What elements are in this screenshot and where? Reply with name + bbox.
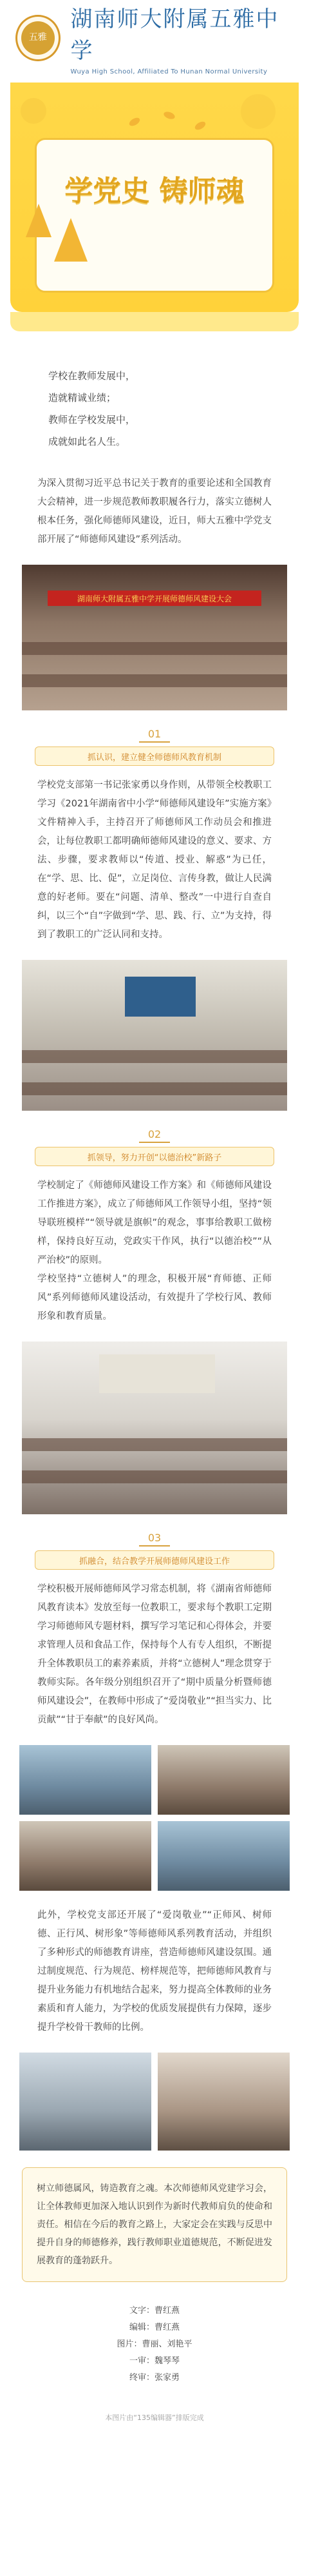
grid-photo [158,1821,290,1891]
table [22,674,287,687]
meeting-banner-text: 湖南师大附属五雅中学开展师德师风建设大会 [48,590,261,606]
projector-screen [125,977,196,1017]
section-paragraph: 学校积极开展师德师风学习常态机制，将《湖南省师德师风教育读本》发放至每一位教职工，要求每个教职工定期学习师德师风专题材料，撰写学习笔记和心得体会，并要求管理人员和食品工作，保持每个人有专人组织，不断提升全体教职员工的素养素质，并将“立德树人”理念贯穿于教师实际。各年级分别组织召开了“期中质量分析暨师德师风建设会”，在教师中形成了“爱岗敬业”“担当实力、比贡献”“甘于奉献”的良好风尚。 [37,1584,272,1725]
poem-line: 教师在学校发展中， [48,414,136,425]
tree-icon [26,204,52,237]
section-number: 03 [139,1531,170,1547]
section-paragraph: 学校党支部第一书记张家勇以身作则，从带领全校教职工学习《2021年湖南省中小学“师德师风建设年”实施方案》文件精神入手，主持召开了师德师风工作动员会和推进会，让每位教职工都明确师德师风建设的意义、要求、方法、步骤，要求教师以“传道、授业、解惑”为已任，在“学、思、比、促”，立足岗位、言传身教，做让人民满意的好老师。要在“问题、清单、整改”一中进行自查自纠，以三个“自”字做到“学、思、践、行、立”为支持，得到了教职工的广泛认同和支持。 [37,780,272,940]
grid-photo [19,1745,151,1815]
school-name-cn: 湖南师大附属五雅中学 [70,6,279,64]
intro-poem [48,365,261,453]
poem-line: 造就精诚业绩； [48,392,117,404]
section-title: 抓融合，结合教学开展师德师风建设工作 [35,1550,274,1570]
desk-row [22,1082,287,1095]
section-paragraph: 学校制定了《师德师风建设工作方案》和《师德师风建设工作推进方案》，成立了师德师风工作领导小组，坚持“领导联班模样”“领导就是旗帜”的观念，事事给教职工做榜样，保持良好互动，党政实干作风，执行“以德治校”“从严治校”的原则。 学校坚持“立德树人”的理念，积极开展“育师德、正师风”系列师德师风建设活动，有效提升了学校行风、教师形象和教育质量。 [37,1180,272,1322]
meeting-room-photo [22,1342,287,1514]
section-paragraph-2: 此外，学校党支部还开展了“爱岗敬业”“正师风、树师德、正行风、树形象”等师德师风系列教育活动，并组织了多种形式的师德教育讲座，营造师德师风建设氛围。通过制度规范、行为规范、榜样规范等，把师德师风教育与提升业务能力有机地结合起来，努力提高全体教师的业务素质和育人能力，为学校的优质发展提供有力保障，逐步提升学校骨干教师的比例。 [37,1910,272,2033]
footer-note: 本图片由“135编辑器”排版完成 [105,2414,204,2422]
grid-photo [158,1745,290,1815]
title-banner [10,83,299,312]
section-title: 抓认识，建立健全师德师风教育机制 [35,746,274,766]
banner-card [35,138,274,293]
poem-line: 学校在教师发展中， [48,370,136,382]
classroom-photo [22,960,287,1111]
decorative-circle [241,94,276,129]
desk-row [22,1438,287,1451]
credits [0,2303,309,2386]
tree-icon [54,218,88,262]
grid-photo [158,2053,290,2151]
credit-line: 编辑：曹红燕 [129,2323,180,2332]
grid-photo [19,2053,151,2151]
credit-line: 图片：曹丽、刘艳平 [117,2339,192,2349]
wall-screen [99,1354,215,1393]
desk-row [22,1050,287,1063]
table [22,642,287,655]
desk-row [22,1470,287,1483]
banner-title: 学党史 铸师魂 [64,175,245,208]
school-name-block [71,1,294,75]
intro-paragraph: 为深入贯彻习近平总书记关于教育的重要论述和全国教育大会精神，进一步规范教师教职履各行力，落实立德树人根本任务，强化师德师风建设，近日，师大五雅中学党支部开展了“师德师风建设”系列活动。 [37,478,272,545]
leaf-icon [194,120,207,132]
section-number: 01 [139,727,170,743]
photo-grid [19,1745,290,1891]
decorative-circle [21,98,46,124]
school-name-en: Wuya High School, Affiliated To Hunan Normal University [70,68,268,75]
credit-line: 一审：魏琴琴 [129,2356,180,2366]
leaf-icon [128,116,142,128]
poem-line: 成就如此名人生。 [48,436,126,447]
school-logo [15,15,61,61]
credit-line: 终审：张家勇 [129,2373,180,2383]
credit-line: 文字：曹红燕 [129,2306,180,2316]
closing-paragraph: 树立师德属风，铸造教育之魂。本次师德师风党建学习会，让全体教师更加深入地认识到作为新时代教师肩负的使命和责任。相信在今后的教育之路上，大家定会在实践与反思中提升自身的师德修养，践行教师职业道德规范，不断促进发展教育的蓬勃跃升。 [22,2167,287,2282]
leaf-icon [163,110,176,121]
logo-text: 五雅 [21,21,55,55]
banner-bottom-bar [10,312,299,331]
school-header [0,0,309,76]
meeting-photo [22,565,287,710]
section-number: 02 [139,1127,170,1143]
photo-grid-2 [19,2053,290,2151]
section-title: 抓领导，努力开创“以德治校”新路子 [35,1147,274,1166]
grid-photo [19,1821,151,1891]
